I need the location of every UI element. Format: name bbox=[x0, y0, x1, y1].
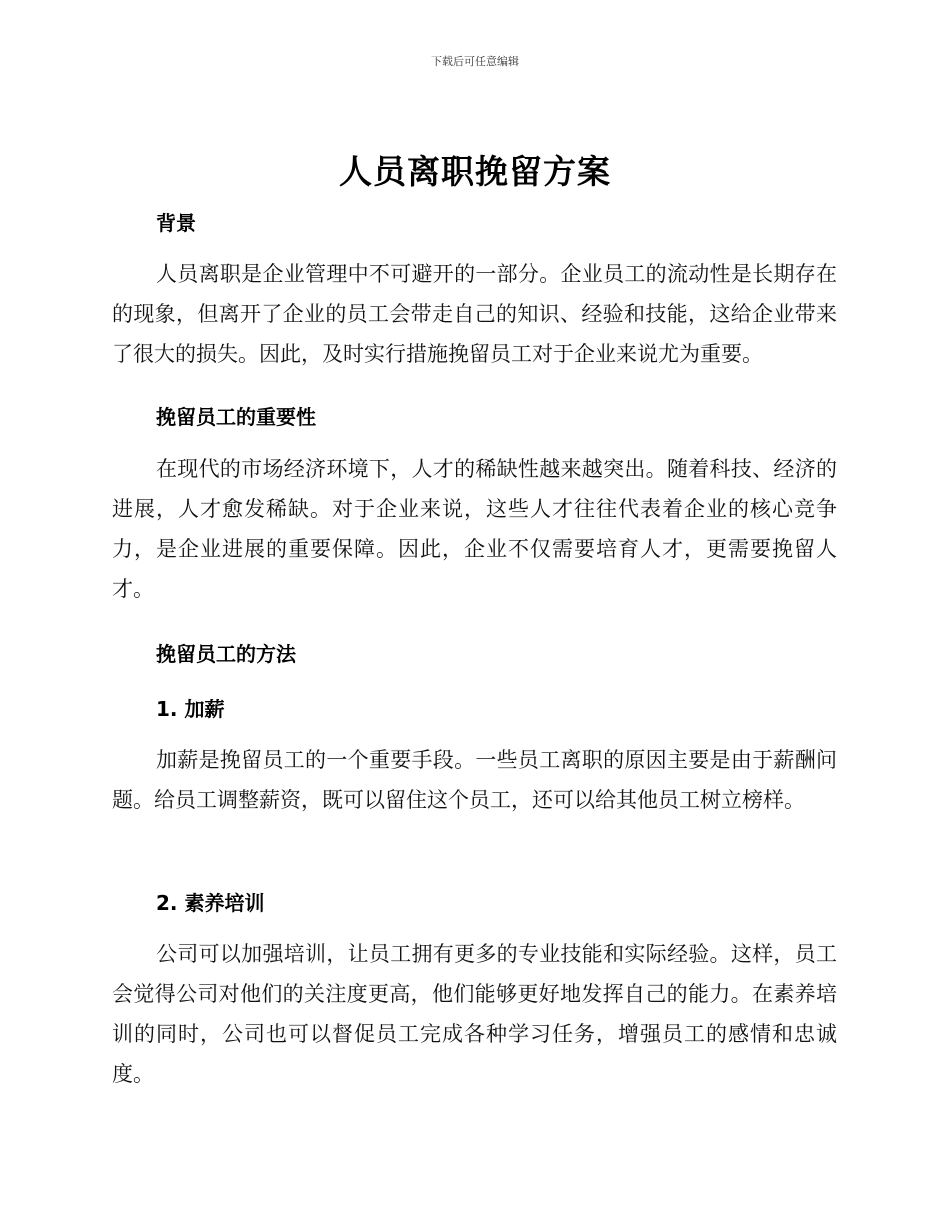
paragraph-background: 人员离职是企业管理中不可避开的一部分。企业员工的流动性是长期存在的现象，但离开了企业的员工会带走自己的知识、经验和技能，这给企业带来了很大的损失。因此，及时实行措施挽留员工对于企业来说尤为重要。 bbox=[112, 262, 837, 366]
section-heading-methods: 挽留员工的方法 bbox=[156, 642, 296, 666]
section-heading-background: 背景 bbox=[156, 211, 196, 235]
page-header: 下载后可任意编辑 bbox=[431, 55, 519, 68]
paragraph-importance: 在现代的市场经济环境下，人才的稀缺性越来越突出。随着科技、经济的进展，人才愈发稀缺。对于企业来说，这些人才往往代表着企业的核心竞争力，是企业进展的重要保障。因此，企业不仅需要培育人才，更需要挽留人才。 bbox=[112, 457, 837, 601]
paragraph-training: 公司可以加强培训，让员工拥有更多的专业技能和实际经验。这样，员工会觉得公司对他们的关注度更高，他们能够更好地发挥自己的能力。在素养培训的同时，公司也可以督促员工完成各种学习任务，增强员工的感情和忠诚度。 bbox=[112, 942, 837, 1086]
subheading-raise: 1. 加薪 bbox=[156, 697, 225, 721]
subheading-training: 2. 素养培训 bbox=[156, 891, 265, 915]
paragraph-raise: 加薪是挽留员工的一个重要手段。一些员工离职的原因主要是由于薪酬问题。给员工调整薪资，既可以留住这个员工，还可以给其他员工树立榜样。 bbox=[112, 748, 837, 812]
section-heading-importance: 挽留员工的重要性 bbox=[156, 405, 316, 429]
document-title: 人员离职挽留方案 bbox=[339, 152, 611, 191]
